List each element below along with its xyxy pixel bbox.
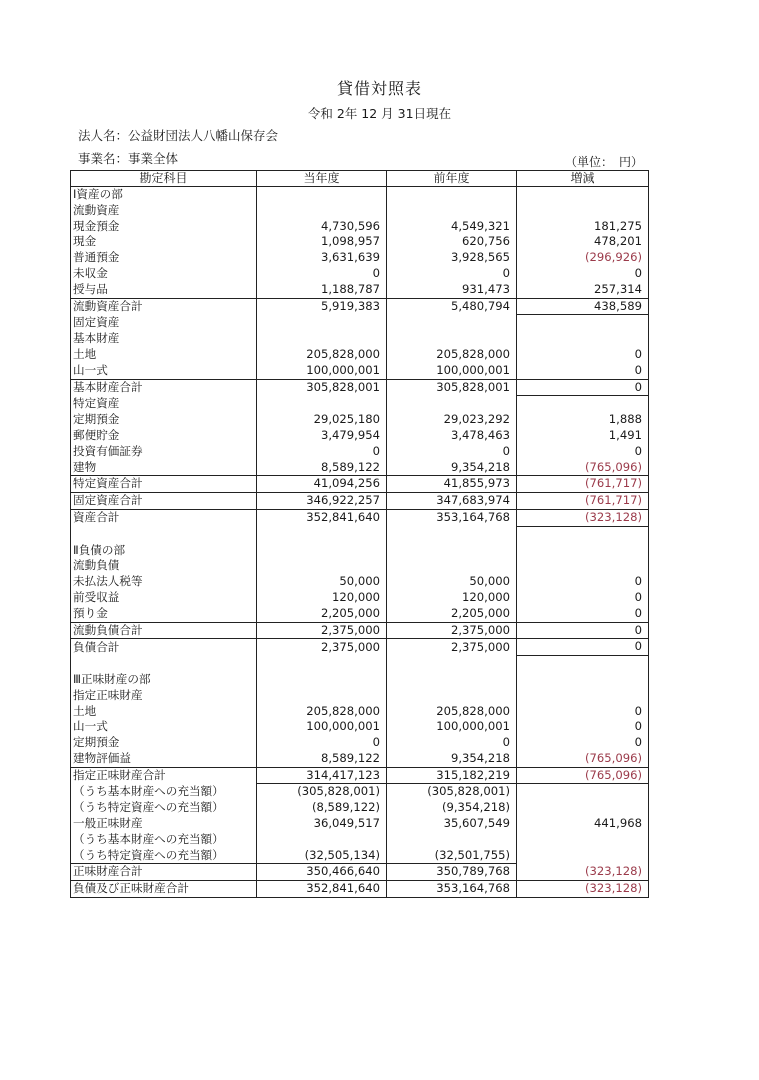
row-label: 固定資産 <box>71 315 257 331</box>
table-row <box>71 315 649 331</box>
change-value: 1,888 <box>517 412 649 428</box>
table-row <box>71 476 649 493</box>
current-year-value: 3,631,639 <box>257 250 387 266</box>
row-label: （うち基本財産への充当額） <box>71 784 257 800</box>
current-year-value: 1,098,957 <box>257 234 387 250</box>
table-row <box>71 460 649 476</box>
previous-year-value: 41,855,973 <box>387 476 517 493</box>
change-value: 1,491 <box>517 428 649 444</box>
current-year-value: 8,589,122 <box>257 460 387 476</box>
row-label: 正味財産合計 <box>71 864 257 881</box>
current-year-value: 4,730,596 <box>257 219 387 235</box>
change-value <box>517 331 649 347</box>
current-year-value: 36,049,517 <box>257 816 387 832</box>
table-row <box>71 379 649 396</box>
row-label: 資産合計 <box>71 509 257 526</box>
row-label: （うち特定資産への充当額） <box>71 800 257 816</box>
row-label: 流動資産合計 <box>71 298 257 315</box>
row-label <box>71 656 257 672</box>
row-label: 定期預金 <box>71 735 257 751</box>
row-label: Ⅰ資産の部 <box>71 187 257 203</box>
previous-year-value: 35,607,549 <box>387 816 517 832</box>
current-year-value: 0 <box>257 735 387 751</box>
corporation-name: 法人名：公益財団法人八幡山保存会 <box>78 128 279 143</box>
previous-year-value <box>387 543 517 559</box>
change-value <box>517 558 649 574</box>
current-year-value: (8,589,122) <box>257 800 387 816</box>
row-label: 前受収益 <box>71 590 257 606</box>
row-label: 郵便貯金 <box>71 428 257 444</box>
previous-year-value: 0 <box>387 735 517 751</box>
current-year-value: 2,375,000 <box>257 622 387 639</box>
row-label: （うち特定資産への充当額） <box>71 848 257 864</box>
change-value <box>517 784 649 800</box>
table-row <box>71 767 649 784</box>
table-row <box>71 816 649 832</box>
change-value: 0 <box>517 704 649 720</box>
row-label: 基本財産 <box>71 331 257 347</box>
current-year-value: 2,205,000 <box>257 606 387 622</box>
change-value: 438,589 <box>517 298 649 315</box>
table-row <box>71 187 649 203</box>
row-label: 建物 <box>71 460 257 476</box>
change-value <box>517 832 649 848</box>
row-label: 未収金 <box>71 266 257 282</box>
row-label: 預り金 <box>71 606 257 622</box>
row-label: 建物評価益 <box>71 751 257 767</box>
change-value <box>517 543 649 559</box>
current-year-value <box>257 331 387 347</box>
current-year-value: (32,505,134) <box>257 848 387 864</box>
column-header-change: 増減 <box>517 171 649 187</box>
current-year-value: 305,828,001 <box>257 379 387 396</box>
current-year-value <box>257 656 387 672</box>
change-value: (765,096) <box>517 460 649 476</box>
previous-year-value: 9,354,218 <box>387 460 517 476</box>
table-row <box>71 250 649 266</box>
previous-year-value: 205,828,000 <box>387 347 517 363</box>
table-row <box>71 656 649 672</box>
current-year-value: (305,828,001) <box>257 784 387 800</box>
previous-year-value: 315,182,219 <box>387 767 517 784</box>
change-value: 0 <box>517 590 649 606</box>
previous-year-value: 50,000 <box>387 574 517 590</box>
change-value: (296,926) <box>517 250 649 266</box>
change-value: 0 <box>517 719 649 735</box>
current-year-value <box>257 526 387 542</box>
change-value: 0 <box>517 574 649 590</box>
table-row <box>71 203 649 219</box>
document-title: 貸借対照表 <box>336 79 422 98</box>
previous-year-value: 0 <box>387 444 517 460</box>
previous-year-value: 120,000 <box>387 590 517 606</box>
row-label: 指定正味財産合計 <box>71 767 257 784</box>
change-value: 0 <box>517 444 649 460</box>
row-label <box>71 526 257 542</box>
column-header-previous-year: 前年度 <box>387 171 517 187</box>
row-label: 一般正味財産 <box>71 816 257 832</box>
change-value <box>517 688 649 704</box>
previous-year-value: (305,828,001) <box>387 784 517 800</box>
table-row <box>71 881 649 898</box>
table-row <box>71 234 649 250</box>
previous-year-value: 3,478,463 <box>387 428 517 444</box>
current-year-value: 50,000 <box>257 574 387 590</box>
unit-label: （単位： 円） <box>565 155 644 169</box>
previous-year-value: 100,000,001 <box>387 719 517 735</box>
current-year-value <box>257 832 387 848</box>
table-row <box>71 832 649 848</box>
previous-year-value: (32,501,755) <box>387 848 517 864</box>
previous-year-value: 3,928,565 <box>387 250 517 266</box>
table-row <box>71 396 649 412</box>
change-value: 0 <box>517 606 649 622</box>
change-value: (761,717) <box>517 493 649 510</box>
change-value <box>517 848 649 864</box>
row-label: 負債及び正味財産合計 <box>71 881 257 898</box>
current-year-value <box>257 672 387 688</box>
column-header-account: 勘定科目 <box>71 171 257 187</box>
table-body <box>71 187 649 898</box>
current-year-value <box>257 396 387 412</box>
row-label: 特定資産 <box>71 396 257 412</box>
current-year-value: 100,000,001 <box>257 719 387 735</box>
current-year-value: 352,841,640 <box>257 509 387 526</box>
previous-year-value <box>387 396 517 412</box>
previous-year-value <box>387 688 517 704</box>
row-label: Ⅱ負債の部 <box>71 543 257 559</box>
row-label: 基本財産合計 <box>71 379 257 396</box>
change-value: 0 <box>517 735 649 751</box>
row-label: 山一式 <box>71 363 257 379</box>
row-label: 流動資産 <box>71 203 257 219</box>
previous-year-value <box>387 832 517 848</box>
document-date: 令和 2年 12 月 31日現在 <box>307 106 452 121</box>
table-row <box>71 331 649 347</box>
row-label: 山一式 <box>71 719 257 735</box>
change-value: (323,128) <box>517 881 649 898</box>
row-label: 現金預金 <box>71 219 257 235</box>
table-row <box>71 606 649 622</box>
table-row <box>71 784 649 800</box>
table-row <box>71 704 649 720</box>
row-label: 特定資産合計 <box>71 476 257 493</box>
change-value <box>517 800 649 816</box>
previous-year-value: 347,683,974 <box>387 493 517 510</box>
row-label: Ⅲ正味財産の部 <box>71 672 257 688</box>
current-year-value: 346,922,257 <box>257 493 387 510</box>
table-row <box>71 509 649 526</box>
current-year-value: 120,000 <box>257 590 387 606</box>
change-value: 257,314 <box>517 282 649 298</box>
row-label: 流動負債合計 <box>71 622 257 639</box>
table-row <box>71 543 649 559</box>
row-label: 負債合計 <box>71 639 257 656</box>
change-value <box>517 203 649 219</box>
change-value <box>517 656 649 672</box>
current-year-value: 100,000,001 <box>257 363 387 379</box>
current-year-value: 205,828,000 <box>257 704 387 720</box>
current-year-value: 8,589,122 <box>257 751 387 767</box>
change-value: (323,128) <box>517 509 649 526</box>
table-header-row <box>71 171 649 187</box>
previous-year-value: 620,756 <box>387 234 517 250</box>
current-year-value <box>257 688 387 704</box>
current-year-value: 5,919,383 <box>257 298 387 315</box>
table-row <box>71 493 649 510</box>
previous-year-value <box>387 203 517 219</box>
table-row <box>71 412 649 428</box>
change-value <box>517 187 649 203</box>
row-label: 未払法人税等 <box>71 574 257 590</box>
previous-year-value <box>387 526 517 542</box>
column-header-current-year: 当年度 <box>257 171 387 187</box>
table-row <box>71 848 649 864</box>
previous-year-value: 100,000,001 <box>387 363 517 379</box>
row-label: 普通預金 <box>71 250 257 266</box>
change-value: 478,201 <box>517 234 649 250</box>
previous-year-value: 353,164,768 <box>387 881 517 898</box>
table-row <box>71 266 649 282</box>
change-value: 0 <box>517 266 649 282</box>
current-year-value <box>257 558 387 574</box>
change-value: 0 <box>517 347 649 363</box>
change-value: 0 <box>517 379 649 396</box>
previous-year-value <box>387 672 517 688</box>
current-year-value: 1,188,787 <box>257 282 387 298</box>
previous-year-value: 2,375,000 <box>387 622 517 639</box>
change-value <box>517 315 649 331</box>
table-row <box>71 444 649 460</box>
table-row <box>71 864 649 881</box>
table-row <box>71 347 649 363</box>
change-value: 441,968 <box>517 816 649 832</box>
current-year-value <box>257 543 387 559</box>
change-value: (323,128) <box>517 864 649 881</box>
table-row <box>71 219 649 235</box>
table-row <box>71 688 649 704</box>
table-row <box>71 622 649 639</box>
previous-year-value: 350,789,768 <box>387 864 517 881</box>
previous-year-value <box>387 331 517 347</box>
row-label: 流動負債 <box>71 558 257 574</box>
row-label: 定期預金 <box>71 412 257 428</box>
change-value <box>517 672 649 688</box>
change-value: 0 <box>517 639 649 656</box>
change-value: (765,096) <box>517 751 649 767</box>
current-year-value: 205,828,000 <box>257 347 387 363</box>
previous-year-value: 931,473 <box>387 282 517 298</box>
table-row <box>71 558 649 574</box>
table-row <box>71 800 649 816</box>
change-value <box>517 396 649 412</box>
current-year-value: 0 <box>257 266 387 282</box>
current-year-value: 2,375,000 <box>257 639 387 656</box>
table-row <box>71 590 649 606</box>
table-row <box>71 574 649 590</box>
table-row <box>71 639 649 656</box>
change-value: 181,275 <box>517 219 649 235</box>
table-row <box>71 719 649 735</box>
row-label: 土地 <box>71 347 257 363</box>
previous-year-value: 353,164,768 <box>387 509 517 526</box>
previous-year-value: 2,375,000 <box>387 639 517 656</box>
current-year-value: 3,479,954 <box>257 428 387 444</box>
table-row <box>71 526 649 542</box>
current-year-value <box>257 315 387 331</box>
previous-year-value: 305,828,001 <box>387 379 517 396</box>
change-value: (761,717) <box>517 476 649 493</box>
table-row <box>71 363 649 379</box>
change-value <box>517 526 649 542</box>
previous-year-value: 2,205,000 <box>387 606 517 622</box>
table-row <box>71 428 649 444</box>
table-row <box>71 282 649 298</box>
previous-year-value: 29,023,292 <box>387 412 517 428</box>
current-year-value <box>257 203 387 219</box>
current-year-value: 29,025,180 <box>257 412 387 428</box>
previous-year-value: 9,354,218 <box>387 751 517 767</box>
change-value: (765,096) <box>517 767 649 784</box>
previous-year-value: 205,828,000 <box>387 704 517 720</box>
change-value: 0 <box>517 363 649 379</box>
table-row <box>71 672 649 688</box>
row-label: 土地 <box>71 704 257 720</box>
change-value: 0 <box>517 622 649 639</box>
previous-year-value: 4,549,321 <box>387 219 517 235</box>
previous-year-value <box>387 558 517 574</box>
previous-year-value: 0 <box>387 266 517 282</box>
balance-sheet-table-wrapper <box>70 170 649 898</box>
previous-year-value: 5,480,794 <box>387 298 517 315</box>
previous-year-value: (9,354,218) <box>387 800 517 816</box>
row-label: 現金 <box>71 234 257 250</box>
balance-sheet-table <box>70 170 649 898</box>
previous-year-value <box>387 656 517 672</box>
table-row <box>71 298 649 315</box>
current-year-value: 350,466,640 <box>257 864 387 881</box>
table-row <box>71 735 649 751</box>
current-year-value: 41,094,256 <box>257 476 387 493</box>
current-year-value <box>257 187 387 203</box>
current-year-value: 314,417,123 <box>257 767 387 784</box>
row-label: （うち基本財産への充当額） <box>71 832 257 848</box>
row-label: 投資有価証券 <box>71 444 257 460</box>
business-name: 事業名：事業全体 <box>78 151 179 166</box>
current-year-value: 352,841,640 <box>257 881 387 898</box>
previous-year-value <box>387 187 517 203</box>
row-label: 授与品 <box>71 282 257 298</box>
current-year-value: 0 <box>257 444 387 460</box>
row-label: 固定資産合計 <box>71 493 257 510</box>
previous-year-value <box>387 315 517 331</box>
row-label: 指定正味財産 <box>71 688 257 704</box>
table-row <box>71 751 649 767</box>
